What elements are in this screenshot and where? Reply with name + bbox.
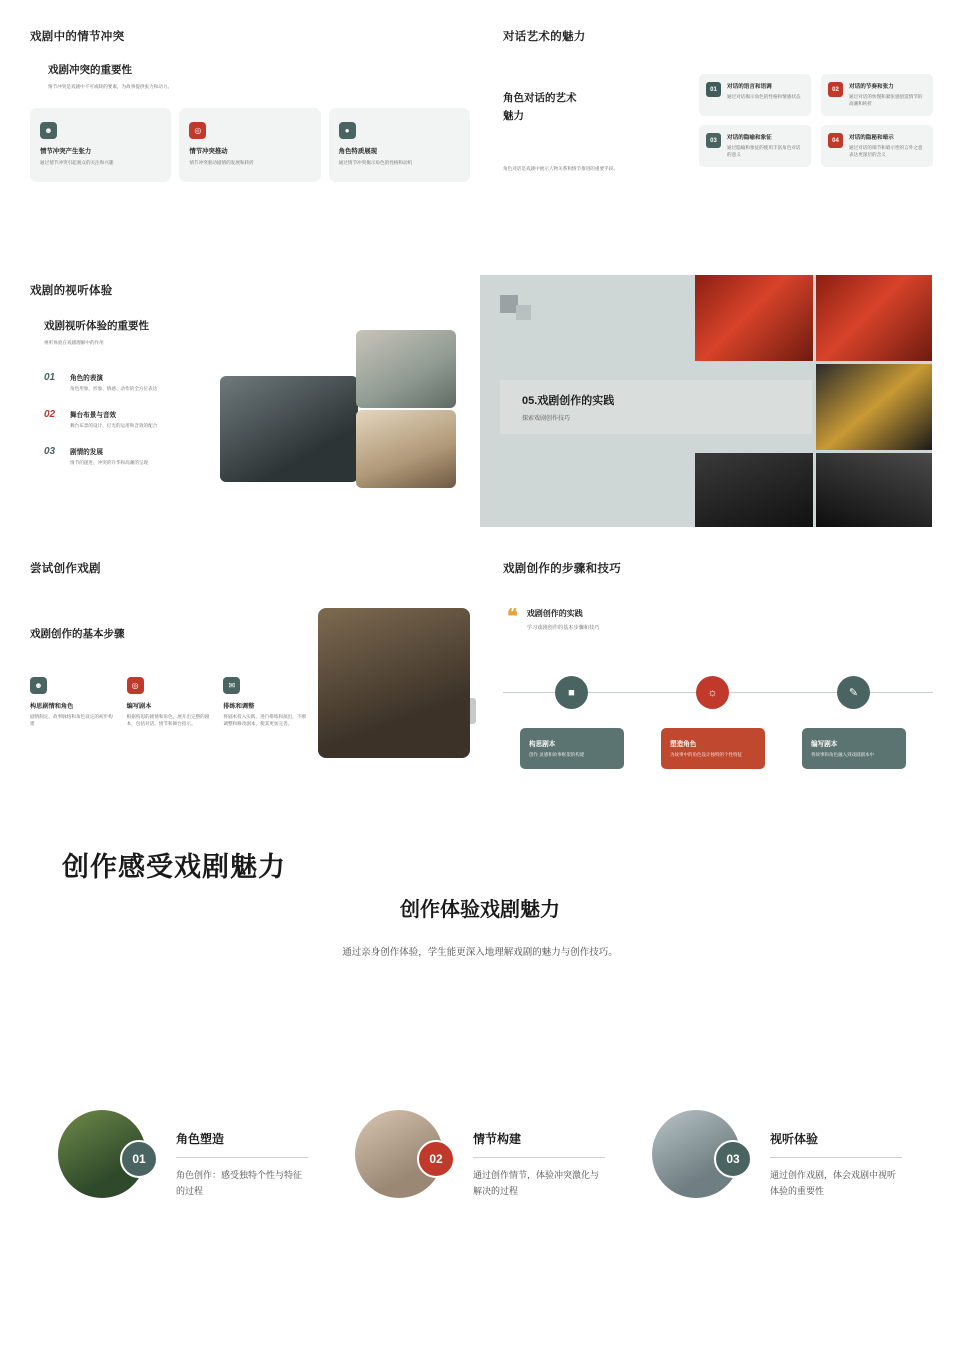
steps-timeline bbox=[503, 676, 933, 796]
dialogue-item-grid bbox=[699, 74, 933, 167]
item-index: 03 bbox=[44, 446, 56, 458]
item-desc: 通过隐喻和象征的使用丰富角色对话的意义 bbox=[727, 145, 801, 158]
list-item[interactable] bbox=[520, 728, 624, 769]
highlight-title: 情节构建 bbox=[473, 1132, 522, 1146]
photo-open-book bbox=[318, 608, 470, 758]
list-item[interactable] bbox=[30, 677, 117, 727]
slide-experience-intro bbox=[0, 845, 960, 962]
item-title: 对话的隐喻和象征 bbox=[727, 135, 772, 142]
person-icon: ● bbox=[339, 122, 356, 139]
photo-statue bbox=[356, 330, 456, 408]
item-desc: 通过对话揭示角色的性格和情感状态 bbox=[727, 94, 801, 99]
photo-library bbox=[356, 410, 456, 488]
divider bbox=[473, 1157, 605, 1158]
center-block bbox=[0, 893, 960, 962]
conflict-card-list bbox=[30, 108, 470, 182]
slide-section-cover-practice bbox=[480, 275, 932, 527]
slide-three-highlights bbox=[0, 1110, 960, 1200]
card-title: 角色特质展现 bbox=[338, 148, 377, 156]
list-item[interactable] bbox=[802, 728, 906, 769]
card-desc: 根据构思的剧情和角色，展开出完整的剧本，包括对话、情节和舞台指示。 bbox=[126, 714, 210, 727]
list-item[interactable] bbox=[223, 677, 310, 727]
item-index: 02 bbox=[44, 409, 56, 421]
item-desc: 角色形象、形象、情感、动作的全方位表达 bbox=[70, 386, 158, 392]
item-desc: 情节的递进、冲突的升华和高潮的呈现 bbox=[70, 460, 149, 466]
section-subtitle: 戏剧创作的基本步骤 bbox=[30, 628, 125, 640]
item-number: 02 bbox=[828, 82, 843, 97]
page-title: 05.戏剧创作的实践 bbox=[522, 395, 615, 407]
list-item[interactable] bbox=[821, 125, 933, 167]
section-subtitle: 戏剧视听体验的重要性 bbox=[44, 320, 149, 332]
card-desc: 情节冲突驱动剧情的发展和转折 bbox=[189, 160, 254, 166]
page-title: 尝试创作戏剧 bbox=[30, 563, 101, 575]
photo-gold-mask bbox=[816, 364, 932, 450]
item-desc: 通过对话的快慢和紧张感创造情节的高潮和转折 bbox=[849, 94, 923, 107]
card-desc: 通过情节冲突引起观众的关注和兴趣 bbox=[40, 160, 114, 166]
highlight-desc: 通过创作情节，体验冲突激化与解决的过程 bbox=[473, 1170, 600, 1196]
quote-block bbox=[507, 608, 933, 632]
slide-writing-steps bbox=[503, 560, 933, 796]
page-title: 戏剧创作的步骤和技巧 bbox=[503, 563, 621, 575]
photo-dark-2 bbox=[816, 453, 932, 527]
step-title: 编写剧本 bbox=[811, 741, 838, 749]
step-title: 构思剧本 bbox=[529, 741, 556, 749]
item-number: 01 bbox=[706, 82, 721, 97]
step-title: 塑造角色 bbox=[670, 741, 697, 749]
item-number: 03 bbox=[706, 133, 721, 148]
card-title: 构思剧情和角色 bbox=[30, 703, 74, 710]
item-index: 01 bbox=[44, 372, 56, 384]
slide-plot-conflict bbox=[30, 28, 470, 182]
list-item[interactable] bbox=[661, 728, 765, 769]
photo-curtain-2 bbox=[816, 275, 932, 361]
status-badge: 02 bbox=[417, 1140, 455, 1178]
highlight-desc: 角色创作：感受独特个性与特征的过程 bbox=[176, 1170, 303, 1196]
item-title: 对话的节奏和张力 bbox=[849, 84, 894, 90]
card-desc: 通过情节冲突揭示角色的性格和动机 bbox=[338, 160, 413, 166]
photo-dark-1 bbox=[695, 453, 813, 527]
highlight-text bbox=[473, 1110, 605, 1200]
highlight-desc: 通过创作戏剧，体会戏剧中视听体验的重要性 bbox=[770, 1170, 897, 1196]
page-title: 对话艺术的魅力 bbox=[503, 31, 586, 43]
photo-curtain bbox=[695, 275, 813, 361]
step-desc: 创作 灵感和故事框架的构建 bbox=[529, 752, 585, 758]
quote-mark-icon: ❝ bbox=[507, 606, 518, 628]
mask-icon[interactable]: ☼ bbox=[696, 676, 729, 709]
slide-dialogue-art bbox=[503, 28, 933, 171]
item-title: 剧情的发展 bbox=[70, 449, 103, 457]
item-desc: 通过对话的细节和暗示性的言外之意表达更深层的含义 bbox=[849, 145, 923, 158]
slide-try-writing bbox=[30, 560, 470, 727]
section-subtitle-line1: 角色对话的艺术 bbox=[503, 92, 577, 104]
list-item[interactable] bbox=[58, 1110, 308, 1200]
writing-step-list bbox=[30, 677, 310, 727]
dialogue-intro bbox=[503, 90, 653, 172]
list-item[interactable] bbox=[699, 74, 811, 116]
theater-mask-icon: ☻ bbox=[40, 122, 57, 139]
highlight-text bbox=[176, 1110, 308, 1200]
item-title: 角色的表演 bbox=[70, 375, 103, 383]
section-description: 情节冲突是戏剧中不可或缺的要素，为故事提供张力和动力。 bbox=[48, 84, 173, 89]
section-description: 角色对话是戏剧中展示人物关系和情节推进的重要手段。 bbox=[503, 166, 618, 171]
document-icon[interactable]: ■ bbox=[555, 676, 588, 709]
step-desc: 为故事中的角色设计独特的个性特征 bbox=[670, 752, 742, 758]
card-desc: 剧情制定、故事脉络和角色设定的初步构建 bbox=[30, 714, 113, 727]
list-item[interactable] bbox=[329, 108, 470, 182]
card-title: 排练和调整 bbox=[223, 703, 255, 710]
list-item[interactable] bbox=[30, 108, 171, 182]
section-description: 视听体验在戏剧理解中的作用 bbox=[44, 340, 104, 345]
card-title: 情节冲突推动 bbox=[189, 148, 228, 156]
highlight-title: 视听体验 bbox=[770, 1132, 819, 1146]
center-title: 创作体验戏剧魅力 bbox=[400, 899, 560, 921]
slide-audiovisual bbox=[30, 282, 470, 483]
quote-desc: 学习戏剧创作的基本步骤和技巧 bbox=[526, 625, 600, 631]
item-number: 04 bbox=[828, 133, 843, 148]
status-badge: 01 bbox=[120, 1140, 158, 1178]
item-title: 对话的隐秘和暗示 bbox=[849, 135, 894, 142]
section-subtitle: 戏剧冲突的重要性 bbox=[48, 64, 132, 76]
card-desc: 将剧本投入实践，进行排练和演出，不断调整和修改剧本，使其更加完善。 bbox=[223, 714, 307, 727]
big-title: 创作感受戏剧魅力 bbox=[62, 852, 286, 882]
list-item[interactable] bbox=[355, 1110, 605, 1200]
center-description: 通过亲身创作体验，学生能更深入地理解戏剧的魅力与创作技巧。 bbox=[342, 947, 618, 958]
item-title: 舞台布景与音效 bbox=[70, 412, 117, 420]
list-item[interactable] bbox=[699, 125, 811, 167]
quote-title: 戏剧创作的实践 bbox=[526, 609, 583, 618]
highlight-title: 角色塑造 bbox=[176, 1132, 225, 1146]
list-item[interactable] bbox=[821, 74, 933, 116]
target-icon: ◎ bbox=[189, 122, 206, 139]
cover-title-band bbox=[500, 380, 812, 434]
page-title: 戏剧中的情节冲突 bbox=[30, 31, 125, 43]
mail-icon: ✉ bbox=[223, 677, 240, 694]
list-item[interactable] bbox=[652, 1110, 902, 1200]
photo-desk bbox=[220, 376, 358, 482]
theater-mask-icon: ☻ bbox=[30, 677, 47, 694]
list-item[interactable] bbox=[179, 108, 320, 182]
page-title: 戏剧的视听体验 bbox=[30, 285, 113, 297]
item-desc: 舞台布景的设计、灯光的运用和音效的配合 bbox=[70, 423, 158, 429]
page-subtitle: 探索戏剧创作技巧 bbox=[522, 416, 571, 422]
decor-square-light bbox=[516, 305, 531, 320]
item-title: 对话的语言和语调 bbox=[727, 84, 772, 90]
section-subtitle-line2: 魅力 bbox=[503, 110, 524, 122]
divider bbox=[176, 1157, 308, 1158]
pen-icon[interactable]: ✎ bbox=[837, 676, 870, 709]
list-item[interactable] bbox=[127, 677, 214, 727]
card-title: 情节冲突产生张力 bbox=[40, 148, 92, 156]
card-title: 编写剧本 bbox=[126, 703, 152, 710]
photo-collage bbox=[220, 330, 470, 515]
target-icon: ◎ bbox=[127, 677, 144, 694]
highlight-text bbox=[770, 1110, 902, 1200]
step-desc: 将故事和角色融入到戏剧剧本中 bbox=[811, 752, 874, 758]
status-badge: 03 bbox=[714, 1140, 752, 1178]
divider bbox=[770, 1157, 902, 1158]
